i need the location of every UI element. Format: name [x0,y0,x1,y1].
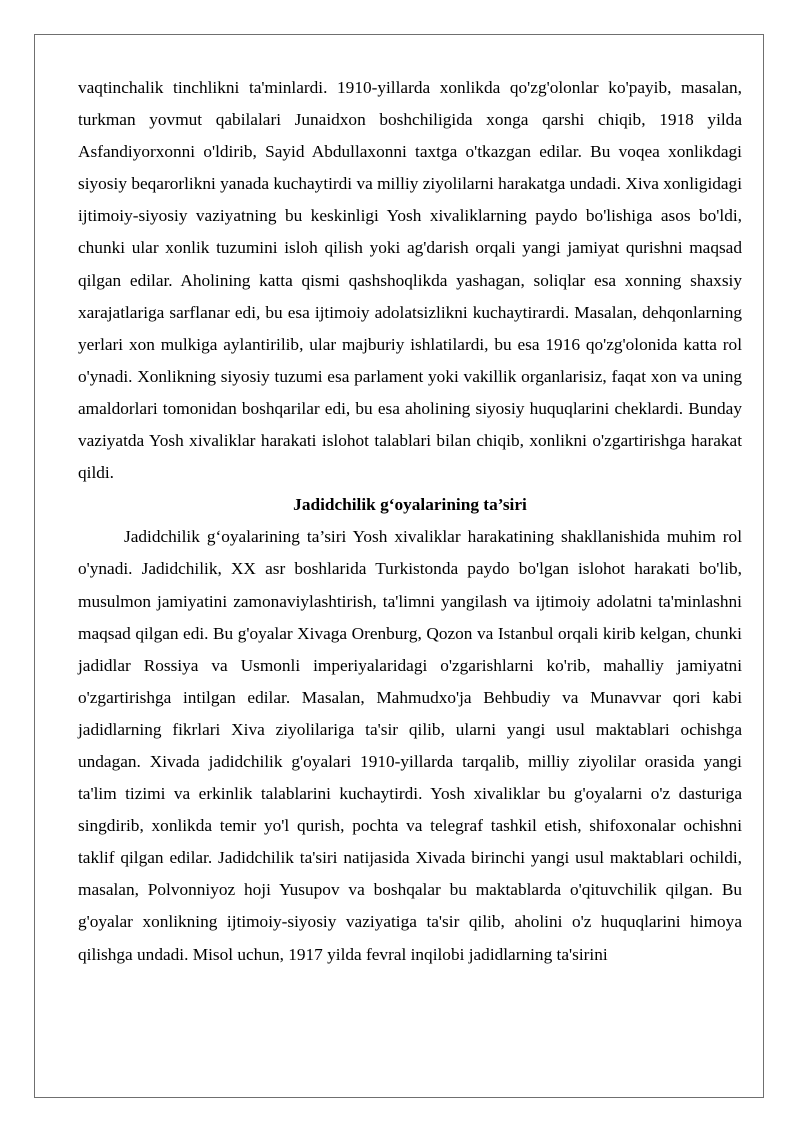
body-paragraph-1: vaqtinchalik tinchlikni ta'minlardi. 1910-yillarda xonlikda qo'zg'olonlar ko'payib, masalan, turkman yovmut qabilalari Junaidxon boshchiligida xonga qarshi chiqib, 1918 yilda Asfandiyorxonni o'ldirib, Sayid Abdullaxonni taxtga o'tkazgan edilar. Bu voqea xonlikdagi siyosiy beqarorlikni yanada kuchaytirdi va milliy ziyolilarni harakatga undadi. Xiva xonligidagi ijtimoiy-siyosiy vaziyatning bu keskinligi Yosh xivaliklarning paydo bo'lishiga asos bo'ldi, chunki ular xonlik tuzumini isloh qilish yoki ag'darish orqali yangi jamiyat qurishni maqsad qilgan edilar. Aholining katta qismi qashshoqlikda yashagan, soliqlar esa xonning shaxsiy xarajatlariga sarflanar edi, bu esa ijtimoiy adolatsizlikni kuchaytirardi. Masalan, dehqonlarning yerlari xon mulkiga aylantirilib, ular majburiy ishlatilardi, bu esa 1916 qo'zg'olonida katta rol o'ynadi. Xonlikning siyosiy tuzumi esa parlament yoki vakillik organlarisiz, faqat xon va uning amaldorlari tomonidan boshqarilar edi, bu esa aholining siyosiy huquqlarini cheklardi. Bunday vaziyatda Yosh xivaliklar harakati islohot talablari bilan chiqib, xonlikni o'zgartirishga harakat qildi. [78,78,742,483]
page-content [78,72,742,971]
body-paragraph-2: Jadidchilik g‘oyalarining ta’siri Yosh xivaliklar harakatining shakllanishida muhim rol o'ynadi. Jadidchilik, XX asr boshlarida Turkistonda paydo bo'lgan islohot harakati bo'lib, musulmon jamiyatini zamonaviylashtirish, ta'limni yangilash va ijtimoiy adolatni ta'minlashni maqsad qilgan edi. Bu g'oyalar Xivaga Orenburg, Qozon va Istanbul orqali kirib kelgan, chunki jadidlar Rossiya va Usmonli imperiyalaridagi o'zgarishlarni ko'rib, mahalliy jamiyatni o'zgartirishga intilgan edilar. Masalan, Mahmudxo'ja Behbudiy va Munavvar qori kabi jadidlarning fikrlari Xiva ziyolilariga ta'sir qilib, ularni yangi usul maktablari ochishga undagan. Xivada jadidchilik g'oyalari 1910-yillarda tarqalib, milliy ziyolilar orasida yangi ta'lim tizimi va erkinlik talablarini kuchaytirdi. Yosh xivaliklar bu g'oyalarni o'z dasturiga singdirib, xonlikda temir yo'l qurish, pochta va telegraf tashkil etish, shifoxonalar ochishni taklif qilgan edilar. Jadidchilik ta'siri natijasida Xivada birinchi yangi usul maktablari ochildi, masalan, Polvonniyoz hoji Yusupov va boshqalar bu maktablarda o'qituvchilik qilgan. Bu g'oyalar xonlikning ijtimoiy-siyosiy vaziyatiga ta'sir qilib, aholini o'z huquqlarini himoya qilishga undadi. Misol uchun, 1917 yilda fevral inqilobi jadidlarning ta'sirini [78,527,742,964]
section-heading: Jadidchilik g‘oyalarining ta’siri [293,495,527,515]
